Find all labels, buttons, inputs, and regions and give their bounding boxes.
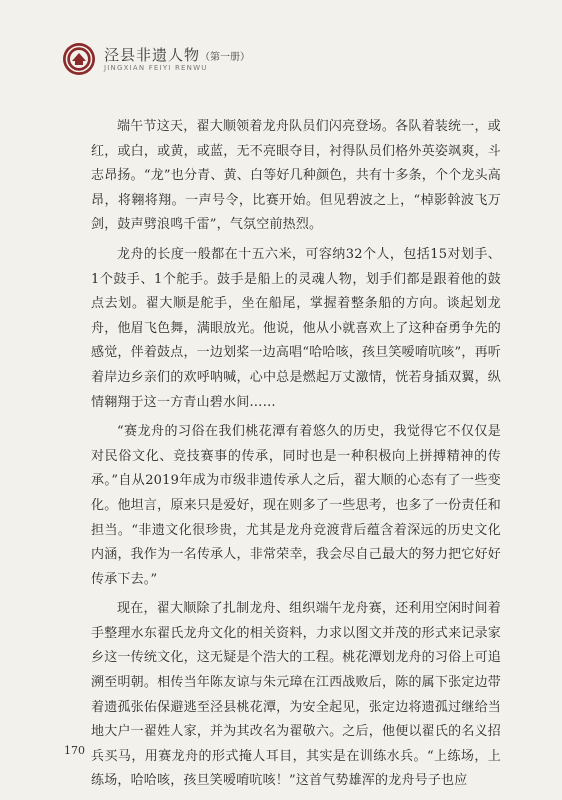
paragraph: 现在，翟大顺除了扎制龙舟、组织端午龙舟赛，还利用空闲时间着手整理水东翟氏龙舟文化的相关资料，力求以图文并茂的形式来记录家乡这一传统文化，这无疑是个浩大的工程。桃花潭划龙舟的习俗上可追溯至明朝。相传当年陈友谅与朱元璋在江西战败后，陈的属下张定边带着遗孤张佑保避逃至泾县桃花潭，为安全起见，张定边将遗孤过继给当地大户一翟姓人家，并为其改名为翟敬六。之后，他便以翟氏的名义招兵买马，用赛龙舟的形式掩人耳目，其实是在训练水兵。“上练场，上练场，哈哈咳，孩旦笑嗳唷吭咳！”这首气势雄浑的龙舟号子也应 [91, 601, 501, 789]
paragraph: 龙舟的长度一般都在十五六米，可容纳32个人，包括15对划手、1个鼓手、1个舵手。鼓手是船上的灵魂人物，划手们都是跟着他的鼓点去划。翟大顺是舵手，坐在船尾，掌握着整条船的方向。谈起划龙舟，他眉飞色舞，满眼放光。他说，他从小就喜欢上了这种奋勇争先的感觉，伴着鼓点，一边划桨一边高唱“哈哈咳，孩旦笑嗳唷吭咳”，再听着岸边乡亲们的欢呼呐喊，心中总是燃起万丈激情，恍若身插双翼，纵情翱翔于这一方青山碧水间…… [91, 246, 501, 410]
paragraph: “赛龙舟的习俗在我们桃花潭有着悠久的历史，我觉得它不仅仅是对民俗文化、竞技赛事的传承，同时也是一种积极向上拼搏精神的传承。”自从2019年成为市级非遗传承人之后，翟大顺的心态有了一些变化。他坦言，原来只是爱好，现在则多了一些思考，也多了一份责任和担当。“非遗文化很珍贵，尤其是龙舟竞渡背后蕴含着深远的历史文化内涵，我作为一名传承人，非常荣幸，我会尽自己最大的努力把它好好传承下去。” [91, 424, 501, 587]
page-header [62, 38, 522, 82]
book-subtitle: JINGXIAN FEIYI RENWU [104, 64, 208, 72]
book-title [104, 44, 250, 65]
page-number: 170 [64, 744, 85, 757]
paragraph: 端午节这天，翟大顺领着龙舟队员们闪亮登场。各队着装统一，或红，或白，或黄，或蓝，无不亮眼夺目，衬得队员们格外英姿飒爽，斗志昂扬。“龙”也分青、黄、白等好几种颜色，共有十多条，个个龙头高昂，将翱将翔。一声号令，比赛开始。但见碧波之上，“棹影斡波飞万剑，鼓声劈浪鸣千雷”，气氛空前热烈。 [91, 119, 501, 233]
volume-label: （第一册） [200, 52, 251, 63]
book-title-text: 泾县非遗人物 [104, 46, 201, 64]
book-logo-icon [62, 42, 96, 76]
body-text [91, 115, 501, 799]
